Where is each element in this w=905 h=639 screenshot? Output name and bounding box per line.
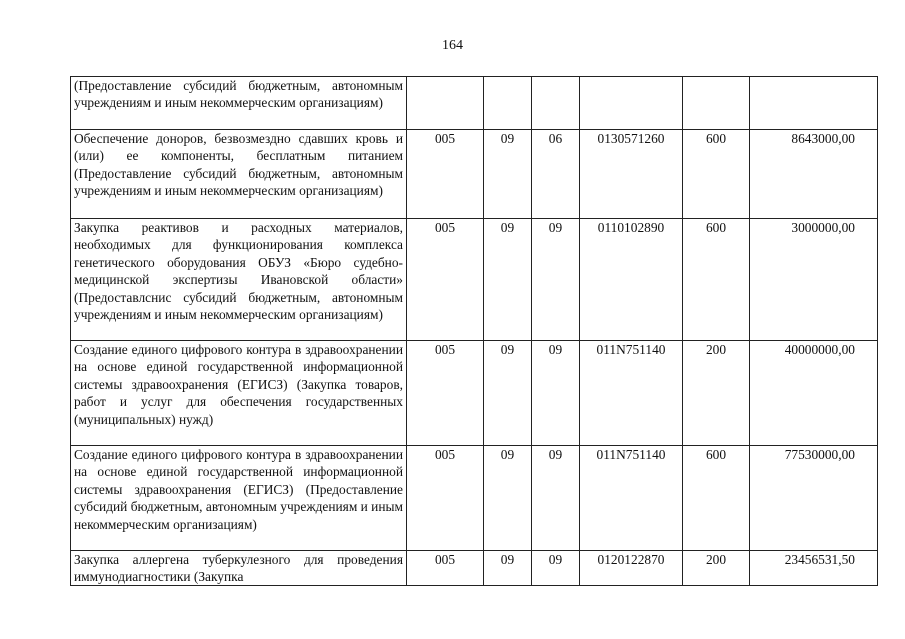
target-article-code: 0110102890 [580, 219, 683, 341]
target-article-code: 011N751140 [580, 341, 683, 446]
row-description: Создание единого цифрового контура в здравоохранении на основе единой государственной информационной системы здравоохранения (ЕГИСЗ) (Закупка товаров, работ и услуг для обеспечения государственных (муниципальных) нужд) [71, 341, 407, 446]
section-code: 09 [484, 219, 532, 341]
subsection-code: 09 [532, 341, 580, 446]
row-description: Закупка реактивов и расходных материалов, необходимых для функционирования комплекса генетического оборудования ОБУЗ «Бюро судебно-медицинской экспертизы Ивановской области» (Предоставлснис субсидий бюджетным, автономным учреждениям и иным некоммерческим организациям) [71, 219, 407, 341]
expense-type-code: 200 [683, 551, 750, 586]
expense-type-code [683, 77, 750, 130]
expense-type-code: 200 [683, 341, 750, 446]
amount: 23456531,50 [750, 551, 878, 586]
expense-type-code: 600 [683, 446, 750, 551]
table-row [71, 446, 878, 551]
section-code: 09 [484, 130, 532, 219]
row-description-text: Закупка аллергена туберкулезного для проведения иммунодиагностики (Закупка [74, 552, 403, 585]
table-row [71, 130, 878, 219]
section-code: 09 [484, 341, 532, 446]
ministry-code: 005 [407, 551, 484, 586]
row-description: Создание единого цифрового контура в здравоохранении на основе единой государственной информационной системы здравоохранения (ЕГИСЗ) (Предоставление субсидий бюджетным, автономным учреждениям и иным некоммерческим организациям) [71, 446, 407, 551]
ministry-code: 005 [407, 130, 484, 219]
amount: 77530000,00 [750, 446, 878, 551]
ministry-code [407, 77, 484, 130]
subsection-code: 09 [532, 219, 580, 341]
section-code: 09 [484, 446, 532, 551]
amount: 40000000,00 [750, 341, 878, 446]
table-row [71, 551, 878, 586]
section-code: 09 [484, 551, 532, 586]
subsection-code: 09 [532, 446, 580, 551]
table-row [71, 341, 878, 446]
table-row [71, 77, 878, 130]
target-article-code: 0130571260 [580, 130, 683, 219]
amount: 3000000,00 [750, 219, 878, 341]
row-description: Обеспечение доноров, безвозмездно сдавших кровь и (или) ее компоненты, бесплатным питанием (Предоставление субсидий бюджетным, автономным учреждениям и иным некоммерческим организациям) [71, 130, 407, 219]
amount: 8643000,00 [750, 130, 878, 219]
target-article-code [580, 77, 683, 130]
expense-type-code: 600 [683, 130, 750, 219]
ministry-code: 005 [407, 219, 484, 341]
row-description: (Предоставление субсидий бюджетным, автономным учреждениям и иным некоммерческим организациям) [71, 77, 407, 130]
row-description [71, 551, 407, 586]
section-code [484, 77, 532, 130]
target-article-code: 011N751140 [580, 446, 683, 551]
ministry-code: 005 [407, 341, 484, 446]
amount [750, 77, 878, 130]
page-number: 164 [442, 38, 463, 53]
table-row [71, 219, 878, 341]
target-article-code: 0120122870 [580, 551, 683, 586]
budget-allocation-table [70, 76, 878, 586]
ministry-code: 005 [407, 446, 484, 551]
subsection-code [532, 77, 580, 130]
expense-type-code: 600 [683, 219, 750, 341]
subsection-code: 06 [532, 130, 580, 219]
subsection-code: 09 [532, 551, 580, 586]
